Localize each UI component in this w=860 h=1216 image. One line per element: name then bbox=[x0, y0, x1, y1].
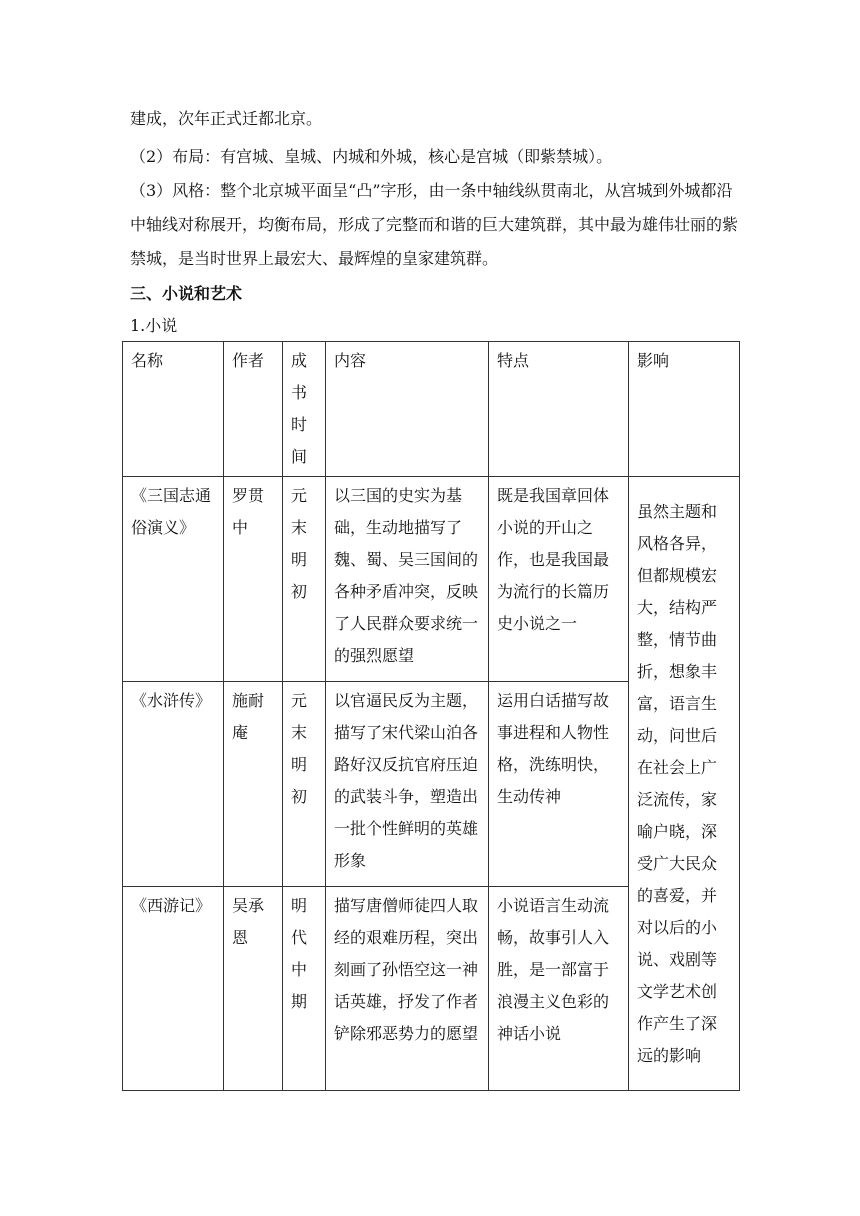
cell-author: 施耐庵 bbox=[224, 682, 283, 887]
cell-name: 《三国志通俗演义》 bbox=[123, 477, 224, 682]
cell-feature: 小说语言生动流畅，故事引人入胜，是一部富于浪漫主义色彩的神话小说 bbox=[489, 887, 629, 1091]
paragraph-layout: （2）布局：有宫城、皇城、内城和外城，核心是宫城（即紫禁城）。 bbox=[130, 147, 613, 166]
table-header-row bbox=[123, 342, 740, 477]
cell-time: 元末明初 bbox=[283, 682, 326, 887]
cell-content: 以官逼民反为主题，描写了宋代梁山泊各路好汉反抗官府压迫的武装斗争，塑造出一批个性鲜明的英雄形象 bbox=[326, 682, 489, 887]
table-row bbox=[123, 477, 740, 682]
cell-time: 明代中期 bbox=[283, 887, 326, 1091]
cell-name: 《西游记》 bbox=[123, 887, 224, 1091]
section-heading: 三、小说和艺术 bbox=[130, 284, 243, 303]
cell-content: 以三国的史实为基础，生动地描写了魏、蜀、吴三国间的各种矛盾冲突，反映了人民群众要求统一的强烈愿望 bbox=[326, 477, 489, 682]
header-cell-impact: 影响 bbox=[629, 342, 740, 477]
cell-time: 元末明初 bbox=[283, 477, 326, 682]
cell-content: 描写唐僧师徒四人取经的艰难历程，突出刻画了孙悟空这一神话英雄，抒发了作者铲除邪恶势力的愿望 bbox=[326, 887, 489, 1091]
novels-table bbox=[122, 341, 740, 1091]
header-cell-time: 成书时间 bbox=[283, 342, 326, 477]
cell-feature: 既是我国章回体小说的开山之作，也是我国最为流行的长篇历史小说之一 bbox=[489, 477, 629, 682]
paragraph-style: （3）风格：整个北京城平面呈“凸”字形，由一条中轴线纵贯南北，从宫城到外城都沿中轴线对称展开，均衡布局，形成了完整而和谐的巨大建筑群，其中最为雄伟壮丽的紫禁城，是当时世界上最宏大、最辉煌的皇家建筑群。 bbox=[130, 181, 739, 268]
paragraph-capital-move: 建成，次年正式迁都北京。 bbox=[130, 109, 323, 128]
header-cell-name: 名称 bbox=[123, 342, 224, 477]
header-cell-content: 内容 bbox=[326, 342, 489, 477]
cell-author: 罗贯中 bbox=[224, 477, 283, 682]
header-cell-author: 作者 bbox=[224, 342, 283, 477]
header-cell-feature: 特点 bbox=[489, 342, 629, 477]
cell-name: 《水浒传》 bbox=[123, 682, 224, 887]
cell-author: 吴承恩 bbox=[224, 887, 283, 1091]
cell-shared-impact: 虽然主题和风格各异，但都规模宏大，结构严整，情节曲折，想象丰富，语言生动，问世后在社会上广泛流传，家喻户晓，深受广大民众的喜爱，并对以后的小说、戏剧等文学艺术创作产生了深远的影响 bbox=[629, 477, 740, 1091]
cell-feature: 运用白话描写故事进程和人物性格，洗练明快，生动传神 bbox=[489, 682, 629, 887]
subsection-heading: 1.小说 bbox=[130, 316, 178, 335]
